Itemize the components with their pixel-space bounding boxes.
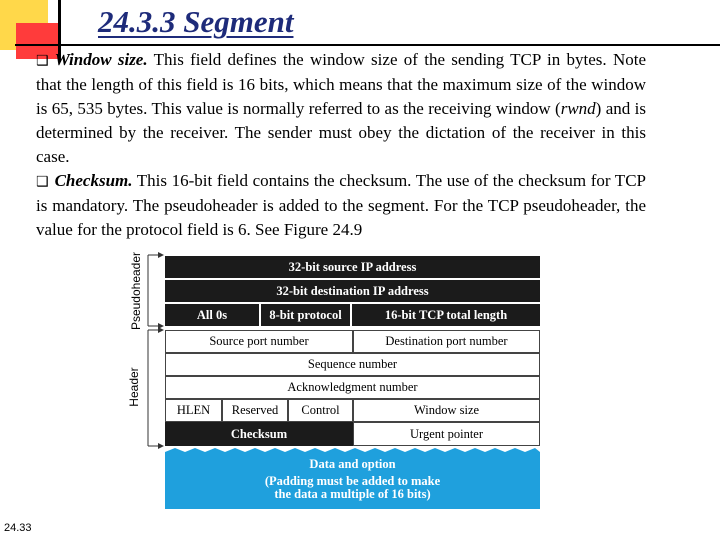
field-checksum: Checksum: [165, 422, 353, 446]
header-label: Header: [127, 367, 141, 407]
term-checksum: Checksum.: [54, 171, 133, 190]
slide-title: 24.3.3 Segment: [98, 4, 294, 39]
paragraph-window-size-text: This field defines the window size of the sending TCP in bytes. Note that the length of this field is 16 bits, which means that the maximum size of the window is 65, 535 bytes. This value is normally referred to as the receiving window (: [36, 50, 646, 118]
field-reserved: Reserved: [222, 399, 288, 422]
field-window-size: Window size: [353, 399, 540, 422]
field-urgent-pointer: Urgent pointer: [353, 422, 540, 446]
paragraph-checksum-text: This 16-bit field contains the checksum. The use of the checksum for TCP is mandatory. The pseudoheader is added to the segment. For the TCP pseudoheader, the value for the protocol field is 6. See Figure 24.9: [36, 171, 646, 239]
data-line-2: (Padding must be added to make: [264, 474, 441, 488]
data-and-option-block: [165, 452, 540, 509]
field-hlen: HLEN: [165, 399, 222, 422]
page-number: 24.33: [4, 522, 32, 534]
paragraph-window-size-text-end: ) and is determined by the receiver. The sender must obey the dictation of the receiver in this case.: [36, 99, 646, 166]
data-line-1: Data and option: [309, 457, 396, 471]
checkbox-bullet-icon: ❑: [36, 174, 49, 190]
data-line-3: the data a multiple of 16 bits): [274, 487, 431, 501]
field-total-length: 16-bit TCP total length: [352, 304, 540, 326]
pseudoheader-label: Pseudoheader: [129, 251, 143, 331]
field-control: Control: [288, 399, 353, 422]
field-dest-ip: 32-bit destination IP address: [165, 280, 540, 302]
field-source-ip: 32-bit source IP address: [165, 256, 540, 278]
field-protocol: 8-bit protocol: [261, 304, 352, 326]
rwnd-term: rwnd: [560, 99, 596, 118]
field-sequence-number: Sequence number: [165, 353, 540, 376]
checkbox-bullet-icon: ❑: [36, 53, 49, 69]
field-source-port: Source port number: [165, 330, 353, 353]
field-dest-port: Destination port number: [353, 330, 540, 353]
field-ack-number: Acknowledgment number: [165, 376, 540, 399]
term-window-size: Window size.: [54, 50, 148, 69]
field-all-zeros: All 0s: [165, 304, 261, 326]
